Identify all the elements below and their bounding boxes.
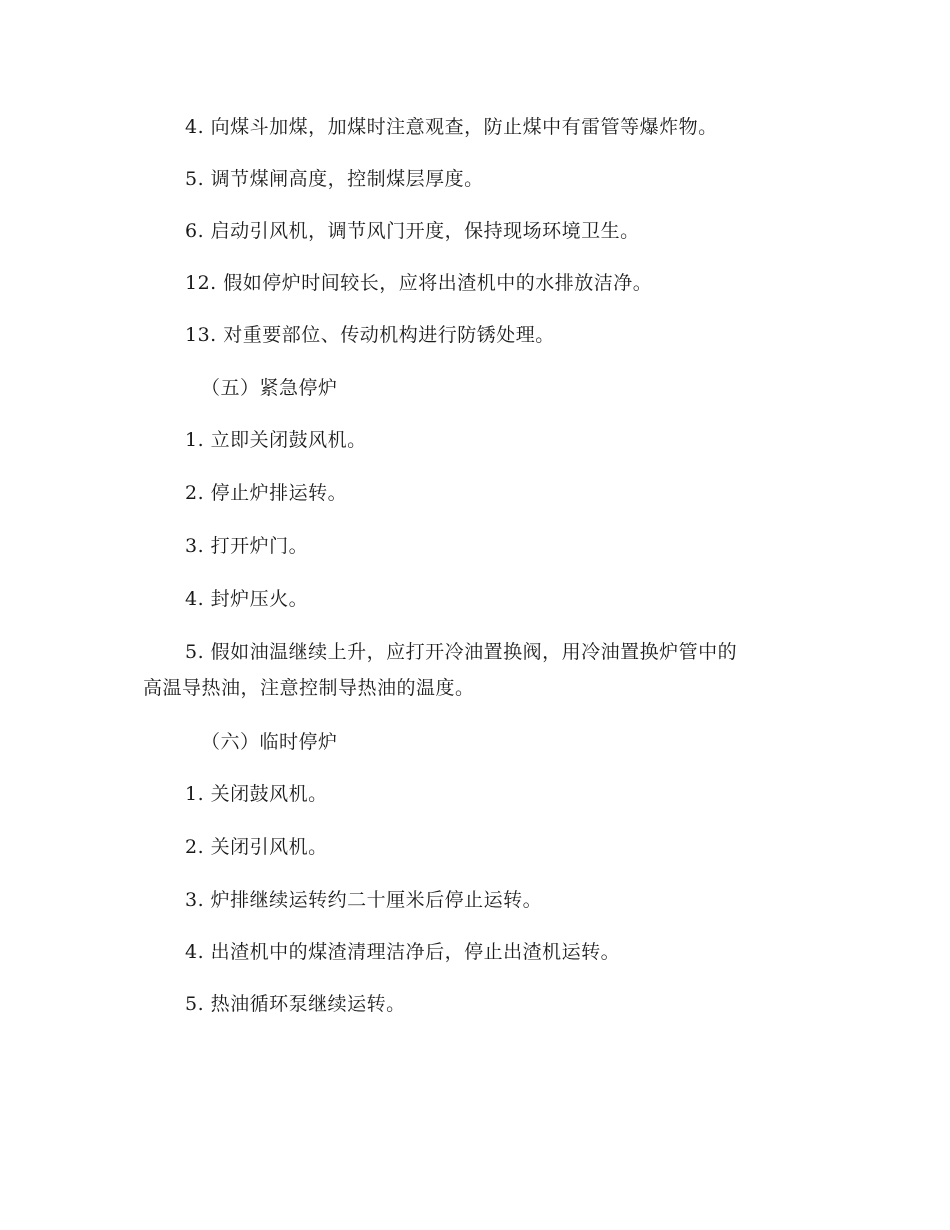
list-item: 4. 封炉压火。 xyxy=(185,588,309,610)
list-item: 4. 出渣机中的煤渣清理洁净后，停止出渣机运转。 xyxy=(185,941,621,963)
list-item: 3. 炉排继续运转约二十厘米后停止运转。 xyxy=(185,889,543,911)
list-item: 1. 立即关闭鼓风机。 xyxy=(185,429,367,451)
paragraph-line: 高温导热油，注意控制导热油的温度。 xyxy=(143,677,475,699)
list-item: 3. 打开炉门。 xyxy=(185,535,309,557)
text-line: 12. 假如停炉时间较长，应将出渣机中的水排放洁净。 xyxy=(185,272,653,294)
text-line: 4. 向煤斗加煤，加煤时注意观查，防止煤中有雷管等爆炸物。 xyxy=(185,116,718,138)
section-heading-temporary-shutdown: （六）临时停炉 xyxy=(201,731,338,753)
text-line: 6. 启动引风机，调节风门开度，保持现场环境卫生。 xyxy=(185,220,640,242)
text-line: 13. 对重要部位、传动机构进行防锈处理。 xyxy=(185,324,555,346)
list-item: 2. 关闭引风机。 xyxy=(185,836,328,858)
paragraph-line: 5. 假如油温继续上升，应打开冷油置换阀，用冷油置换炉管中的 xyxy=(185,641,738,663)
list-item: 2. 停止炉排运转。 xyxy=(185,482,348,504)
list-item: 1. 关闭鼓风机。 xyxy=(185,783,328,805)
text-line: 5. 调节煤闸高度，控制煤层厚度。 xyxy=(185,168,484,190)
section-heading-emergency-shutdown: （五）紧急停炉 xyxy=(201,377,338,399)
list-item-multiline xyxy=(143,641,823,699)
list-item: 5. 热油循环泵继续运转。 xyxy=(185,993,406,1015)
